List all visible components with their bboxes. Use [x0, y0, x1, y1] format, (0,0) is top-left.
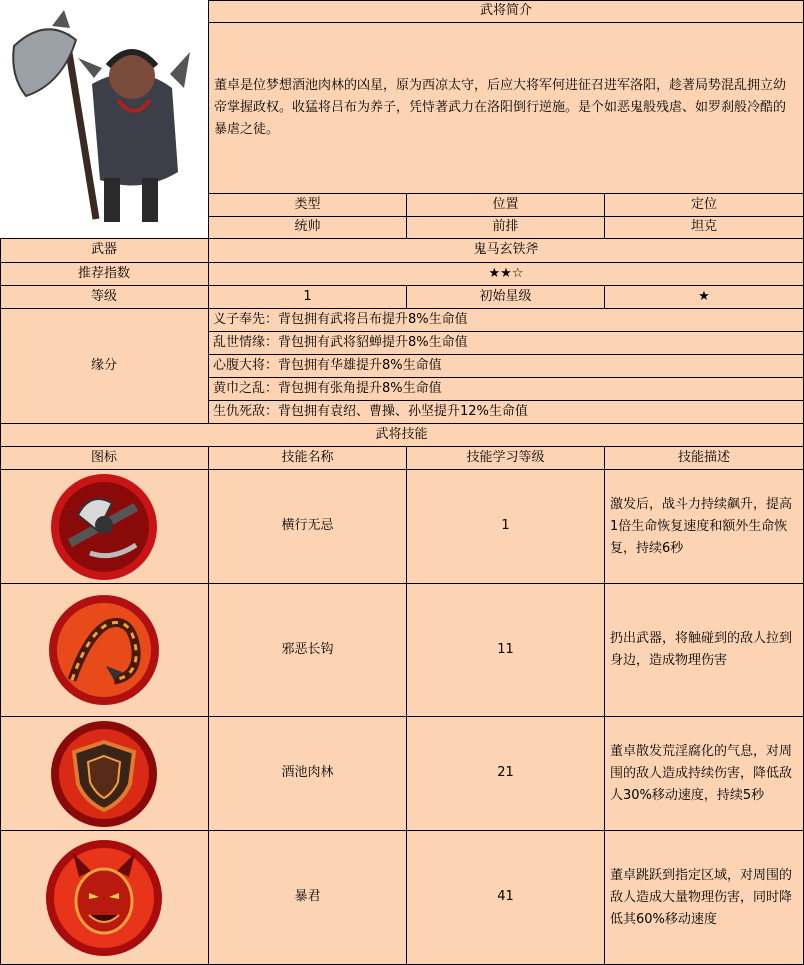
col-name-header: 技能名称 — [209, 447, 407, 470]
skill-desc: 扔出武器，将触碰到的敌人拉到身边，造成物理伤害 — [605, 584, 804, 717]
rating-value: ★★☆ — [209, 263, 804, 286]
shield-icon — [50, 720, 158, 828]
fate-item: 生仇死敌：背包拥有袁绍、曹操、孙坚提升12%生命值 — [209, 401, 804, 424]
skill-icon-cell — [0, 717, 209, 831]
role-value: 坦克 — [605, 217, 804, 239]
level-value: 1 — [209, 286, 407, 309]
fate-item: 心腹大将：背包拥有华雄提升8%生命值 — [209, 355, 804, 378]
skill-desc: 董卓跳跃到指定区域，对周围的敌人造成大量物理伤害，同时降低其60%移动速度 — [605, 831, 804, 965]
intro-header: 武将简介 — [209, 0, 804, 23]
demon-icon — [45, 839, 163, 957]
skill-level: 1 — [407, 470, 605, 584]
weapon-label: 武器 — [0, 239, 209, 263]
skill-level: 11 — [407, 584, 605, 717]
weapon-value: 鬼马玄铁斧 — [209, 239, 804, 263]
col-icon-header: 图标 — [0, 447, 209, 470]
col-desc-header: 技能描述 — [605, 447, 804, 470]
star-label: 初始星级 — [407, 286, 605, 309]
position-label: 位置 — [407, 194, 605, 217]
skill-name: 暴君 — [209, 831, 407, 965]
fate-item: 黄巾之乱：背包拥有张角提升8%生命值 — [209, 378, 804, 401]
intro-text: 董卓是位梦想酒池肉林的凶星，原为西凉太守，后应大将军何进征召进军洛阳，趁著局势混乱拥立幼帝掌握政权。收猛将吕布为养子，凭恃著武力在洛阳倒行逆施。是个如恶鬼般残虐、如罗刹般冷酷的暴虐之徒。 — [209, 23, 804, 194]
skill-icon-cell — [0, 831, 209, 965]
type-label: 类型 — [209, 194, 407, 217]
rating-label: 推荐指数 — [0, 263, 209, 286]
col-level-header: 技能学习等级 — [407, 447, 605, 470]
level-label: 等级 — [0, 286, 209, 309]
skill-icon-cell — [0, 584, 209, 717]
skill-desc: 董卓散发荒淫腐化的气息，对周围的敌人造成持续伤害，降低敌人30%移动速度，持续5秒 — [605, 717, 804, 831]
star-value: ★ — [605, 286, 804, 309]
skill-name: 横行无忌 — [209, 470, 407, 584]
fate-item: 义子奉先：背包拥有武将吕布提升8%生命值 — [209, 309, 804, 332]
fate-item: 乱世情缘：背包拥有武将貂蝉提升8%生命值 — [209, 332, 804, 355]
role-label: 定位 — [605, 194, 804, 217]
skill-name: 酒池肉林 — [209, 717, 407, 831]
skills-header: 武将技能 — [0, 424, 804, 447]
skill-level: 41 — [407, 831, 605, 965]
position-value: 前排 — [407, 217, 605, 239]
chain-icon — [48, 594, 160, 706]
portrait-cell — [0, 0, 209, 239]
skill-name: 邪恶长钩 — [209, 584, 407, 717]
axe-icon — [50, 473, 158, 581]
skill-desc: 激发后，战斗力持续飙升，提高1倍生命恢复速度和额外生命恢复，持续6秒 — [605, 470, 804, 584]
skill-icon-cell — [0, 470, 209, 584]
fate-label: 缘分 — [0, 309, 209, 424]
skill-level: 21 — [407, 717, 605, 831]
type-value: 统帅 — [209, 217, 407, 239]
general-portrait — [4, 4, 204, 234]
